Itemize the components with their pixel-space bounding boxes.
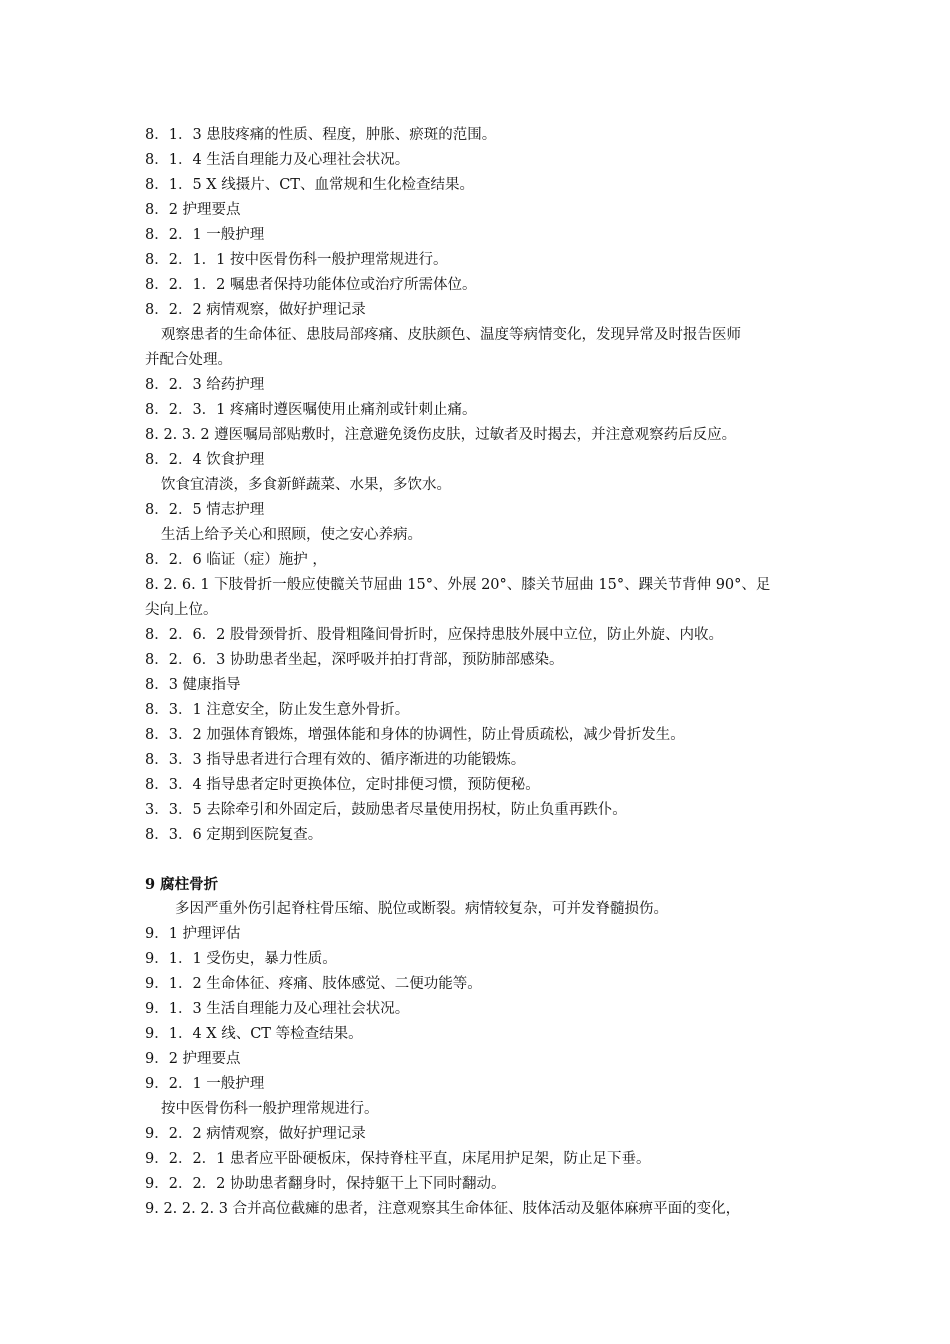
text-line: 8. 2. 3. 2 遵医嘱局部贴敷时，注意避免烫伤皮肤，过敏者及时揭去，并注意观察药后反应。: [145, 427, 737, 443]
text-line: 8．3．1 注意安全，防止发生意外骨折。: [145, 702, 410, 718]
text-line: 8．2．6．3 协助患者坐起，深呼吸并拍打背部，预防肺部感染。: [145, 652, 564, 668]
text-line: 8．3．4 指导患者定时更换体位，定时排便习惯，预防便秘。: [145, 777, 540, 793]
text-line: 8. 2. 6. 1 下肢骨折一般应使髋关节屈曲 15°、外展 20°、膝关节屈曲 15°、踝关节背伸 90°、足: [145, 577, 771, 593]
text-line: 9．1．3 生活自理能力及心理社会状况。: [145, 1001, 410, 1017]
text-line: 3．3．5 去除牵引和外固定后，鼓励患者尽量使用拐杖，防止负重再跌仆。: [145, 802, 627, 818]
section-spacer: [145, 848, 815, 872]
paragraph-line: 饮食宜清淡，多食新鲜蔬菜、水果，多饮水。: [161, 477, 451, 493]
text-line: 8．2．3．1 疼痛时遵医嘱使用止痛剂或针刺止痛。: [145, 402, 477, 418]
text-line: 9．1．4 X 线、CT 等检查结果。: [145, 1026, 363, 1042]
text-line: 9．2．2．1 患者应平卧硬板床，保持脊柱平直，床尾用护足架，防止足下垂。: [145, 1151, 651, 1167]
text-line: 9．2．2．2 协助患者翻身时，保持躯干上下同时翻动。: [145, 1176, 506, 1192]
chapter-heading: 9 腐柱骨折: [145, 876, 219, 893]
section-heading: 9．1 护理评估: [145, 926, 241, 942]
text-line: 9．1．2 生命体征、疼痛、肢体感觉、二便功能等。: [145, 976, 482, 992]
paragraph-line: 并配合处理。: [145, 352, 232, 368]
text-line: 9. 2. 2. 2. 3 合并高位截瘫的患者，注意观察其生命体征、肢体活动及躯体麻痹平面的变化，: [145, 1201, 741, 1217]
paragraph-line: 多因严重外伤引起脊柱骨压缩、脱位或断裂。病情较复杂，可并发脊髓损伤。: [175, 901, 668, 917]
subsection-heading: 8．2．4 饮食护理: [145, 452, 265, 468]
text-line: 8．2．6．2 股骨颈骨折、股骨粗隆间骨折时，应保持患肢外展中立位，防止外旋、内收。: [145, 627, 724, 643]
subsection-heading: 8．2．1 一般护理: [145, 227, 265, 243]
text-line: 8．3．6 定期到医院复查。: [145, 827, 323, 843]
text-line: 8．2．1．1 按中医骨伤科一般护理常规进行。: [145, 252, 448, 268]
subsection-heading: 9．2．1 一般护理: [145, 1076, 265, 1092]
subsection-heading: 9．2．2 病情观察，做好护理记录: [145, 1126, 366, 1142]
section-heading: 9．2 护理要点: [145, 1051, 241, 1067]
subsection-heading: 8．2．2 病情观察，做好护理记录: [145, 302, 366, 318]
text-line: 8．3．3 指导患者进行合理有效的、循序渐进的功能锻炼。: [145, 752, 526, 768]
subsection-heading: 8．2．3 给药护理: [145, 377, 265, 393]
paragraph-line: 生活上给予关心和照顾，使之安心养病。: [161, 527, 422, 543]
text-line: 8．1．5 X 线摄片、CT、血常规和生化检查结果。: [145, 177, 474, 193]
text-line: 尖向上位。: [145, 602, 218, 618]
text-line: 9．1．1 受伤史，暴力性质。: [145, 951, 337, 967]
text-line: 8．2．1．2 嘱患者保持功能体位或治疗所需体位。: [145, 277, 477, 293]
document-body: [145, 123, 815, 1222]
text-line: 8．3．2 加强体育锻炼，增强体能和身体的协调性，防止骨质疏松，减少骨折发生。: [145, 727, 685, 743]
subsection-heading: 8．2．6 临证（症）施护 ，: [145, 552, 327, 568]
paragraph-line: 按中医骨伤科一般护理常规进行。: [161, 1101, 379, 1117]
text-line: 8．1．4 生活自理能力及心理社会状况。: [145, 152, 410, 168]
text-line: 8．1．3 患肢疼痛的性质、程度，肿胀、瘀斑的范围。: [145, 127, 497, 143]
subsection-heading: 8．2．5 情志护理: [145, 502, 265, 518]
section-heading: 8．2 护理要点: [145, 202, 241, 218]
section-heading: 8．3 健康指导: [145, 677, 241, 693]
paragraph-line: 观察患者的生命体征、患肢局部疼痛、皮肤颜色、温度等病情变化，发现异常及时报告医师: [161, 327, 741, 343]
